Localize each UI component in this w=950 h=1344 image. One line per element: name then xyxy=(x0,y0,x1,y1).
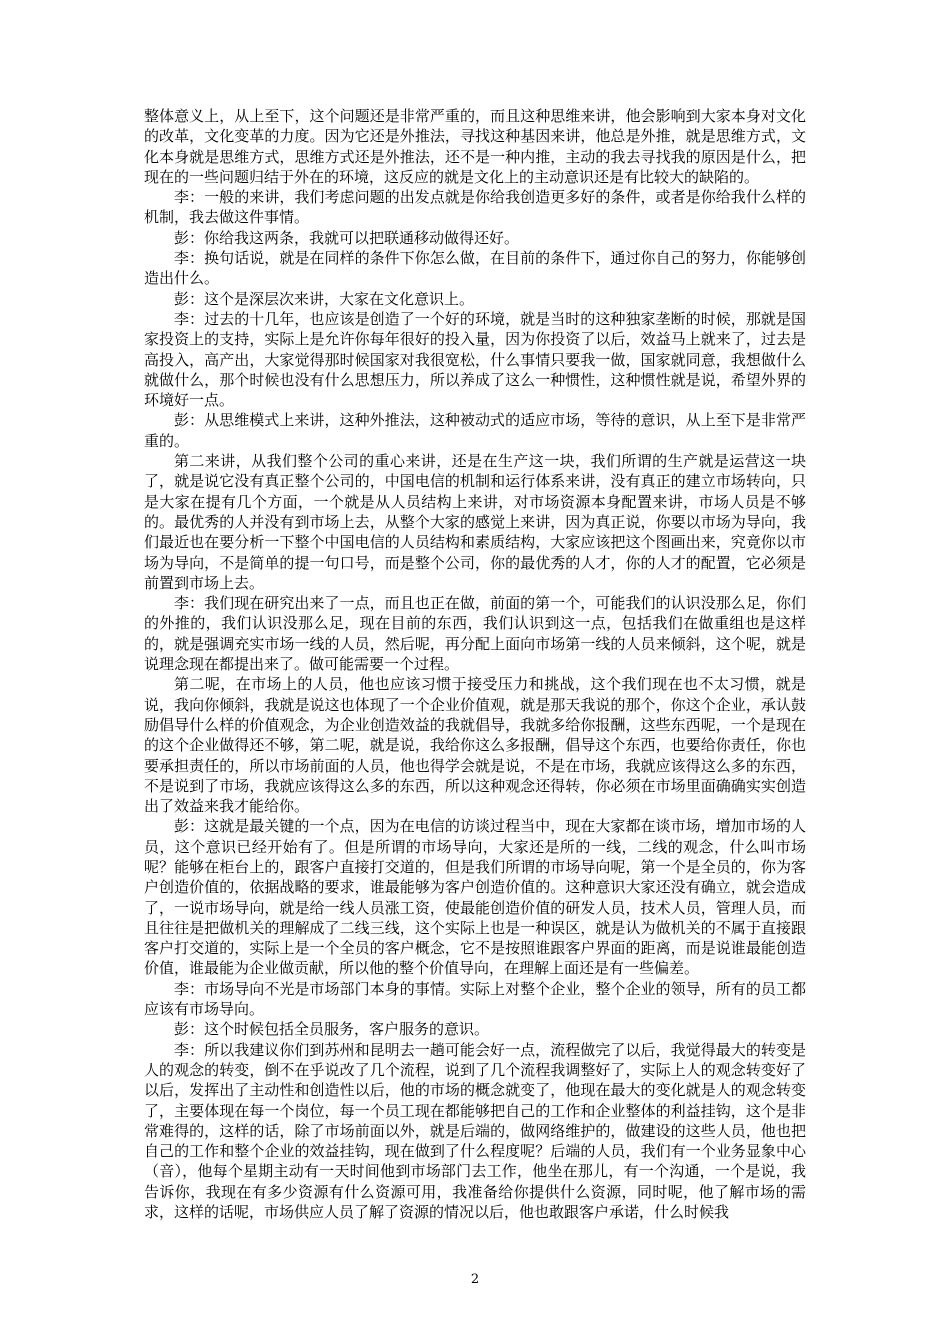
paragraph: 李：换句话说，就是在同样的条件下你怎么做，在目前的条件下，通过你自己的努力，你能够创造出什么。 xyxy=(144,249,806,288)
paragraph: 彭：从思维模式上来讲，这种外推法，这种被动式的适应市场，等待的意识，从上至下是非常严重的。 xyxy=(144,411,806,450)
page-number: 2 xyxy=(470,1272,480,1287)
paragraph: 李：我们现在研究出来了一点，而且也正在做，前面的第一个，可能我们的认识没那么足，你们的外推的，我们认识没那么足，现在目前的东西，我们认识到这一点，包括我们在做重组也是这样的，就是强调充实市场一线的人员，然后呢，再分配上面向市场第一线的人员来倾斜，这个呢，就是说理念现在都提出来了。做可能需要一个过程。 xyxy=(144,594,806,674)
paragraph: 李：市场导向不光是市场部门本身的事情。实际上对整个企业，整个企业的领导，所有的员工都应该有市场导向。 xyxy=(144,979,806,1019)
paragraph: 彭：你给我这两条，我就可以把联通移动做得还好。 xyxy=(174,228,520,247)
document-body xyxy=(144,106,806,1222)
paragraph: 李：一般的来讲，我们考虑问题的出发点就是你给我创造更多好的条件，或者是你给我什么样的机制，我去做这件事情。 xyxy=(144,188,806,227)
paragraph: 第二来讲，从我们整个公司的重心来讲，还是在生产这一块，我们所谓的生产就是运营这一块了，就是说它没有真正整个公司的，中国电信的机制和运行体系来讲，没有真正的建立市场转向，只是大家在提有几个方面，一个就是从人员结构上来讲，对市场资源本身配置来讲，市场人员是不够的。最优秀的人并没有到市场上去，从整个大家的感觉上来讲，因为真正说，你要以市场为导向，我们最近也在要分析一下整个中国电信的人员结构和素质结构，大家应该把这个图画出来，究竟你以市场为导向，不是简单的提一句口号，而是整个公司，你的最优秀的人才，你的人才的配置，它必须是前置到市场上去。 xyxy=(144,452,806,592)
paragraph: 彭：这就是最关键的一个点，因为在电信的访谈过程当中，现在大家都在谈市场，增加市场的人员，这个意识已经开始有了。但是所谓的市场导向，大家还是所的一线，二线的观念，什么叫市场呢？能够在柜台上的，跟客户直接打交道的，但是我们所谓的市场导向呢，第一个是全员的，你为客户创造价值的，依据战略的要求，谁最能够为客户创造价值的。这种意识大家还没有确立，就会造成了，一说市场导向，就是给一线人员涨工资，使最能创造价值的研发人员，技术人员，管理人员，而且往往是把做机关的理解成了二线三线，这个实际上也是一种误区，就是认为做机关的不属于直接跟客户打交道的，实际上是一个全员的客户概念，它不是按照谁跟客户界面的距离，而是说谁最能创造价值，谁最能为企业做贡献，所以他的整个价值导向，在理解上面还是有一些偏差。 xyxy=(144,817,806,978)
paragraph: 第二呢，在市场上的人员，他也应该习惯于接受压力和挑战，这个我们现在也不太习惯，就是说，我向你倾斜，我就是说这也体现了一个企业价值观，就是那天我说的那个，你这个企业，承认鼓励倡导什么样的价值观念，为企业创造效益的我就倡导，我就多给你报酬，这些东西呢，一个是现在的这个企业做得还不够，第二呢，就是说，我给你这么多报酬，倡导这个东西，也要给你责任，你也要承担责任的，所以市场前面的人员，他也得学会就是说，不是在市场，我就应该得这么多的东西，不是说到了市场，我就应该得这么多的东西，所以这种观念还得转，你必须在市场里面确确实实创造出了效益来我才能给你。 xyxy=(144,675,806,816)
paragraph: 彭：这个是深层次来讲，大家在文化意识上。 xyxy=(174,289,475,308)
paragraph: 李：所以我建议你们到苏州和昆明去一趟可能会好一点，流程做完了以后，我觉得最大的转变是人的观念的转变，倒不在乎说改了几个流程，说到了几个流程我调整好了，实际上人的观念转变好了以后，发挥出了主动性和创造性以后，他的市场的概念就变了，他现在最大的变化就是人的观念转变了，主要体现在每一个岗位，每一个员工现在都能够把自己的工作和企业整体的利益挂钩，这个是非常难得的，这样的话，除了市场前面以外，就是后端的，做网络维护的，做建设的这些人员，他也把自己的工作和整个企业的效益挂钩，现在做到了什么程度呢？后端的人员，我们有一个业务显象中心（音），他每个星期主动有一天时间他到市场部门去工作，他坐在那儿，有一个沟通，一个是说，我告诉你，我现在有多少资源有什么资源可用，我准备给你提供什么资源，同时呢，他了解市场的需求，这样的话呢，市场供应人员了解了资源的情况以后，他也敢跟客户承诺，什么时候我 xyxy=(144,1040,806,1222)
paragraph: 李：过去的十几年，也应该是创造了一个好的环境，就是当时的这种独家垄断的时候，那就是国家投资上的支持，实际上是允许你每年很好的投入量，因为你投资了以后，效益马上就来了，过去是高投入，高产出，大家觉得那时候国家对我很宽松，什么事情只要我一做，国家就同意，我想做什么就做什么，那个时候也没有什么思想压力，所以养成了这么一种惯性，这种惯性就是说，希望外界的环境好一点。 xyxy=(144,309,806,410)
paragraph: 彭：这个时候包括全员服务，客户服务的意识。 xyxy=(174,1020,490,1039)
paragraph: 整体意义上，从上至下，这个问题还是非常严重的，而且这种思维来讲，他会影响到大家本身对文化的改革，文化变革的力度。因为它还是外推法，寻找这种基因来讲，他总是外推，就是思维方式，文化本身就是思维方式，思维方式还是外推法，还不是一种内推，主动的我去寻找我的原因是什么，把现在的一些问题归结于外在的环境，这反应的就是文化上的主动意识还是有比较大的缺陷的。 xyxy=(144,107,806,186)
